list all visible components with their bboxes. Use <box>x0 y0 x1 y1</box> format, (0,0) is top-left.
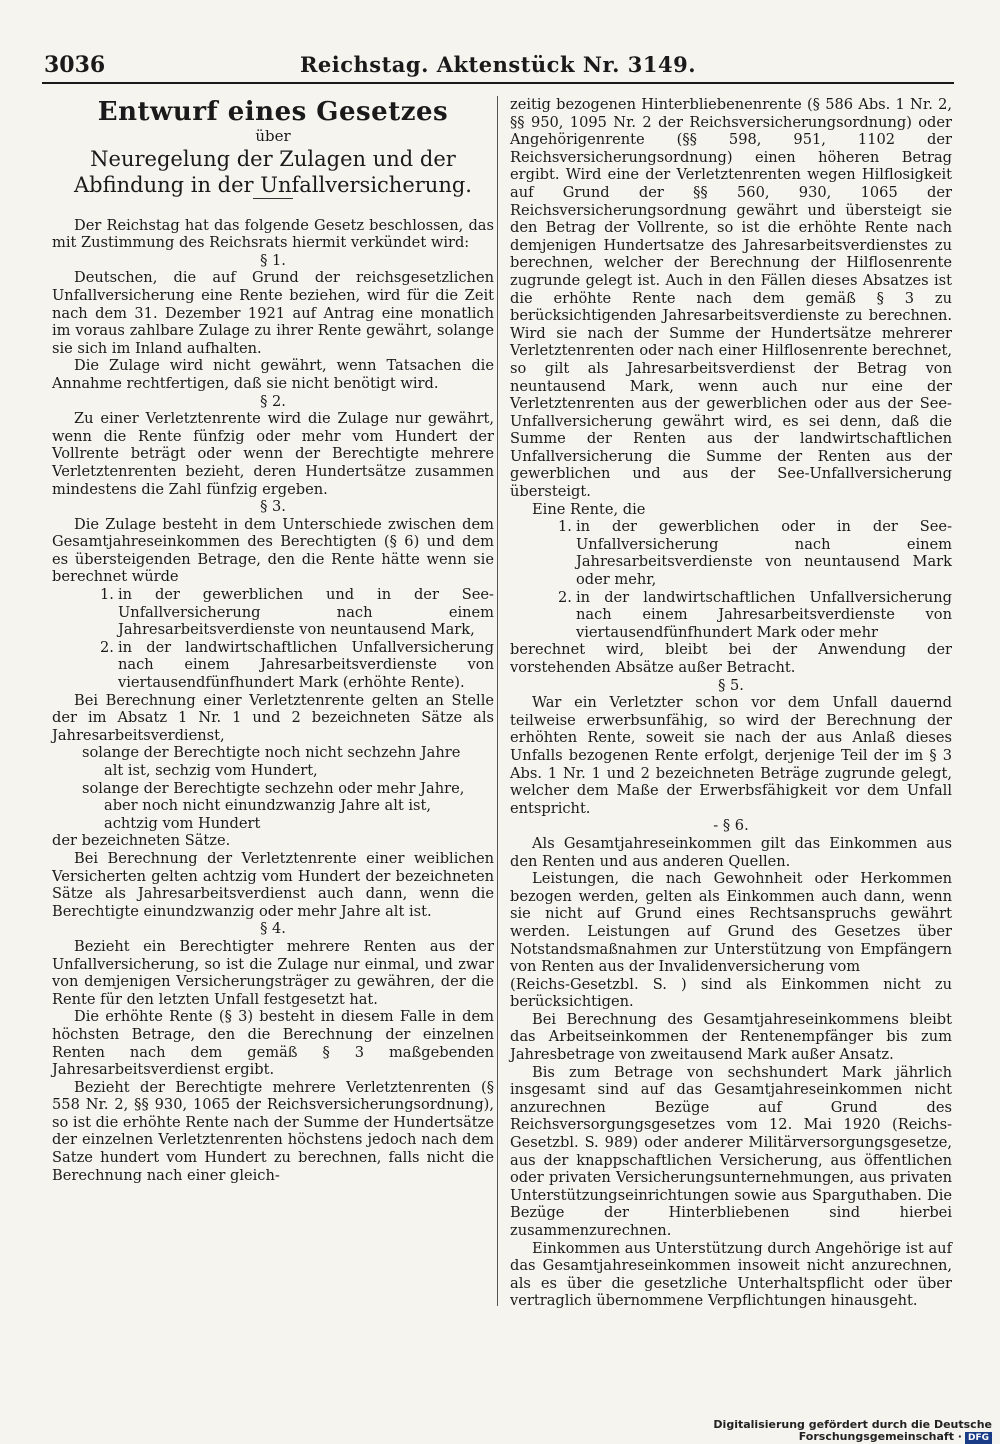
section-3-sub-line: alt ist, sechzig vom Hundert, <box>104 762 318 779</box>
section-4-paragraph-1: Bezieht ein Berechtigter mehrere Renten aus der Unfallversicherung, so ist die Zulage nur einmal, und zwar von demjenigen Versicherungsträger zu gewähren, der die Rente für den letzten Unfall festgesetzt hat. <box>52 937 494 1008</box>
law-subject: Neuregelung der Zulagen und der Abfindung in der Unfallversicherung. <box>74 146 472 197</box>
list-text: in der landwirtschaftlichen Unfallversicherung nach einem Jahresarbeitsverdienste von viertausendfünfhundert Mark (erhöhte Rente). <box>118 638 494 692</box>
section-4-heading: § 4. <box>260 920 286 938</box>
section-6-paragraph-4: Bis zum Betrage von sechshundert Mark jährlich insgesamt sind auf das Gesamtjahreseinkommen nicht anzurechnen Bezüge auf Grund des Reichsversorgungsgesetzes vom 12. Mai 1920 (Reichs-Gesetzbl. S. 989) oder anderer Militärversorgungsgesetze, aus der knappschaftlichen Versicherung, aus öffentlichen oder privaten Versicherungsunternehmungen, aus privaten Unterstützungseinrichtungen sowie aus Sparguthaben. Die Bezüge der Hinterbliebenen sind hierbei zusammenzurechnen. <box>510 1063 952 1239</box>
section-5-heading: § 5. <box>718 676 744 694</box>
list-number: 1. <box>558 518 572 536</box>
list-number: 1. <box>100 586 114 604</box>
section-3-list-item-2 <box>52 639 494 692</box>
list-text: in der gewerblichen und in der See-Unfallversicherung nach einem Jahresarbeitsverdienste von neuntausend Mark, <box>118 586 494 639</box>
section-5-paragraph-1: War ein Verletzter schon vor dem Unfall dauernd teilweise erwerbsunfähig, so wird der Berechnung der erhöhten Rente, soweit sie nach der aus Anlaß dieses Unfalls bezogenen Rente erfolgt, derjenige Teil der im § 3 Abs. 1 Nr. 1 und 2 bezeichneten Beträge zugrunde gelegt, welcher dem Maße der Erwerbsfähigkeit vor dem Unfall entspricht. <box>510 694 952 817</box>
section-6-paragraph-2: Leistungen, die nach Gewohnheit oder Herkommen bezogen werden, gelten als Einkommen auch dann, wenn sie nicht auf Grund eines Rechtsanspruchs gewährt werden. Leistungen auf Grund des Gesetzes über Notstandsmaßnahmen zur Unterstützung von Empfängern von Renten aus der Invalidenversicherung vom <box>510 870 952 976</box>
law-title: Entwurf eines Gesetzes <box>97 97 449 127</box>
section-3-sub-line: achtzig vom Hundert <box>104 814 261 832</box>
section-3-sub-line: aber noch nicht einundzwanzig Jahre alt ist, <box>104 797 432 815</box>
section-2-paragraph-1: Zu einer Verletztenrente wird die Zulage nur gewährt, wenn die Rente fünfzig oder mehr vom Hundert der Vollrente beträgt oder wenn der Berechtigte mehrere Verletztenrenten bezieht, deren Hundertsätze zusammen mindestens die Zahl fünfzig ergeben. <box>52 410 494 498</box>
section-6-paragraph-1: Als Gesamtjahreseinkommen gilt das Einkommen aus den Renten und aus anderen Quellen. <box>510 834 952 870</box>
section-3-heading: § 3. <box>260 498 286 516</box>
page-header <box>42 48 954 84</box>
continued-paragraph: zeitig bezogenen Hinterbliebenenrente (§ 586 Abs. 1 Nr. 2, §§ 950, 1095 Nr. 2 der Reichsversicherungsordnung) oder Angehörigenrente (§§ 598, 951, 1102 der Reichsversicherungsordnung) einen höheren Betrag ergibt. Wird eine der Verletztenrenten wegen Hilflosigkeit auf Grund der §§ 560, 930, 1065 der Reichsversicherungsordnung gewährt und übersteigt sie den Betrag der Vollrente, so ist die erhöhte Rente nach demjenigen Hundertsatze des Jahresarbeitsverdienstes zu berechnen, welcher der Berechnung der Hilflosenrente zugrunde gelegt ist. Auch in den Fällen dieses Absatzes ist die erhöhte Rente nach dem gemäß § 3 zu berücksichtigenden Jahresarbeitsverdienste zu berechnen. Wird sie nach der Summe der Hundertsätze mehrerer Verletztenrenten oder nach einer Hilflosenrente berechnet, so gilt als Jahresarbeitsverdienst der Betrag von neuntausend Mark, wenn auch nur eine der Verletztenrenten aus der gewerblichen oder aus der See-Unfallversicherung gewährt wird, es sei denn, daß die Summe der Renten aus der landwirtschaftlichen Unfallversicherung die Summe der Renten aus der gewerblichen und aus der See-Unfallversicherung übersteigt. <box>510 96 952 501</box>
list-number: 2. <box>100 638 114 656</box>
section-1-paragraph-2: Die Zulage wird nicht gewährt, wenn Tatsachen die Annahme rechtfertigen, daß sie nicht benötigt wird. <box>52 357 494 392</box>
section-3-sub-line: solange der Berechtigte noch nicht sechzehn Jahre <box>82 744 461 762</box>
section-6-paragraph-3: Bei Berechnung des Gesamtjahreseinkommens bleibt das Arbeitseinkommen der Rentenempfänger bis zum Jahresbetrage von zweitausend Mark außer Ansatz. <box>510 1010 952 1064</box>
intro-paragraph: Der Reichstag hat das folgende Gesetz beschlossen, das mit Zustimmung des Reichsrats hiermit verkündet wird: <box>52 216 494 252</box>
column-divider <box>497 96 498 1306</box>
left-column <box>52 96 494 1184</box>
section-6-heading: - § 6. <box>713 817 749 835</box>
section-4-paragraph-3: Bezieht der Berechtigte mehrere Verletztenrenten (§ 558 Nr. 2, §§ 930, 1065 der Reichsversicherungsordnung), so ist die erhöhte Rente nach der Summe der Hundertsätze der einzelnen Verletztenrenten höchstens jedoch nach dem Satze hundert vom Hundert zu berechnen, falls nicht die Berechnung nach einer gleich- <box>52 1078 494 1184</box>
page-number: 3036 <box>44 52 106 78</box>
section-1-paragraph-1: Deutschen, die auf Grund der reichsgesetzlichen Unfallversicherung eine Rente beziehen, wird für die Zeit nach dem 31. Dezember 1921 auf Antrag eine monatlich im voraus zahlbare Zulage zu ihrer Rente gewährt, solange sie sich im Inland aufhalten. <box>52 269 494 357</box>
right-list-item-1 <box>510 518 952 588</box>
digitization-footer <box>560 1419 992 1444</box>
list-text: in der landwirtschaftlichen Unfallversicherung nach einem Jahresarbeitsverdienste von viertausendfünfhundert Mark oder mehr <box>576 588 952 641</box>
berechnet-paragraph: berechnet wird, bleibt bei der Anwendung der vorstehenden Absätze außer Betracht. <box>510 641 952 676</box>
section-3-sub-line: solange der Berechtigte sechzehn oder mehr Jahre, <box>82 779 465 797</box>
eine-rente-line: Eine Rente, die <box>532 500 646 518</box>
dfg-logo: DFG <box>965 1432 992 1444</box>
right-list-item-2 <box>510 589 952 642</box>
section-6-paragraph-5: Einkommen aus Unterstützung durch Angehörige ist auf das Gesamtjahreseinkommen insoweit nicht anzurechnen, als es über die gesetzliche Unterhaltspflicht oder über vertraglich übernommene Verpflichtungen hinausgeht. <box>510 1239 952 1310</box>
section-3-list-item-1 <box>52 586 494 639</box>
section-3-paragraph-1: Die Zulage besteht in dem Unterschiede zwischen dem Gesamtjahreseinkommen des Berechtigten (§ 6) und dem es übersteigenden Betrage, den die Rente hätte wenn sie berechnet würde <box>52 515 494 586</box>
section-4-paragraph-2: Die erhöhte Rente (§ 3) besteht in diesem Falle in dem höchsten Betrage, den die Berechnung der einzelnen Renten nach dem gemäß § 3 maßgebenden Jahresarbeitsverdienst ergibt. <box>52 1008 494 1079</box>
list-number: 2. <box>558 588 572 606</box>
right-column <box>510 96 952 1310</box>
law-ueber: über <box>255 127 291 145</box>
section-3-paragraph-4: Bei Berechnung der Verletztenrente einer weiblichen Versicherten gelten achtzig vom Hundert der bezeichneten Sätze als Jahresarbeitsverdienst auch dann, wenn die Berechtigte einundzwanzig oder mehr Jahre alt ist. <box>52 849 494 920</box>
running-title: Reichstag. Aktenstück Nr. 3149. <box>299 52 697 77</box>
section-6-paragraph-2b: (Reichs-Gesetzbl. S. ) sind als Einkommen nicht zu berücksichtigen. <box>510 975 952 1011</box>
section-3-paragraph-2: Bei Berechnung einer Verletztenrente gelten an Stelle der im Absatz 1 Nr. 1 und 2 bezeichneten Sätze als Jahresarbeitsverdienst, <box>52 691 494 744</box>
section-2-heading: § 2. <box>260 392 286 410</box>
list-text: in der gewerblichen oder in der See-Unfallversicherung nach einem Jahresarbeitsverdienste von neuntausend Mark oder mehr, <box>576 518 952 589</box>
section-1-heading: § 1. <box>260 251 286 269</box>
title-rule <box>253 198 293 199</box>
section-3-paragraph-3: der bezeichneten Sätze. <box>52 832 231 850</box>
footer-text: Digitalisierung gefördert durch die Deutsche Forschungsgemeinschaft · <box>713 1418 992 1443</box>
